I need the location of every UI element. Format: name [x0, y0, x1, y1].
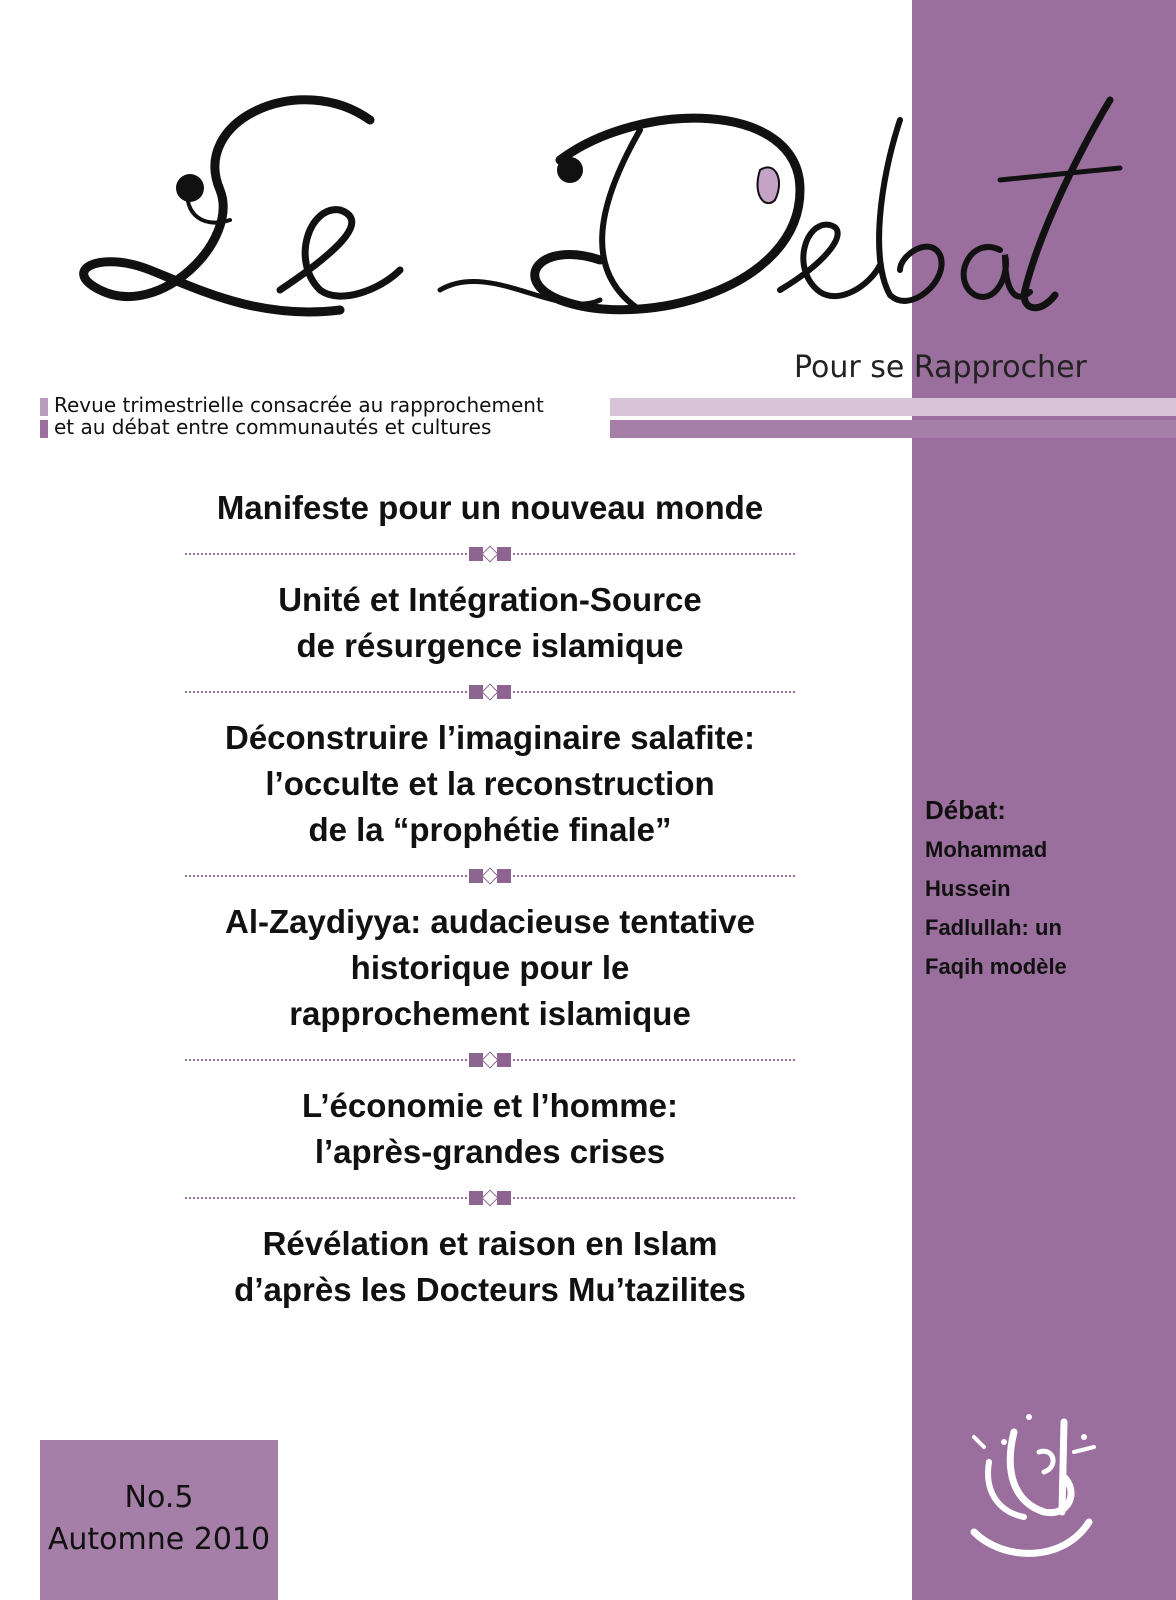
issue-number: No.5 — [124, 1480, 194, 1515]
subtitle-bar — [610, 398, 1176, 416]
subtitle-line-1: Revue trimestrielle consacrée au rapprochement — [54, 393, 544, 417]
ornament-separator-icon — [185, 853, 795, 899]
ornament-separator-icon — [185, 1175, 795, 1221]
subtitle-bar — [40, 398, 48, 416]
article-title-line: de résurgence islamique — [296, 627, 684, 664]
article-title-line: historique pour le — [350, 949, 630, 986]
article-title — [90, 1221, 890, 1313]
ornament-separator-icon — [185, 531, 795, 577]
article-title-line: rapprochement islamique — [289, 995, 691, 1032]
sidebar-line: Faqih modèle — [925, 954, 1067, 979]
article-title-line: l’après-grandes crises — [314, 1133, 666, 1170]
article-title-line: Unité et Intégration-Source — [278, 581, 702, 618]
issue-box — [40, 1440, 278, 1600]
article-title — [90, 715, 890, 853]
masthead-logo — [40, 60, 1140, 360]
sidebar-line: Fadlullah: un — [925, 915, 1062, 940]
sidebar-line: Mohammad — [925, 837, 1048, 862]
article-title-line: L’économie et l’homme: — [302, 1087, 678, 1124]
article-title-line: l’occulte et la reconstruction — [265, 765, 715, 802]
article-title-line: Révélation et raison en Islam — [262, 1225, 718, 1262]
subtitle-block — [40, 392, 1176, 444]
ornament-separator-icon — [185, 1037, 795, 1083]
ornament-separator-icon — [185, 669, 795, 715]
subtitle-bar — [40, 420, 48, 438]
sidebar-line: Hussein — [925, 876, 1011, 901]
article-list — [90, 485, 890, 1313]
article-title — [90, 577, 890, 669]
subtitle-bar — [610, 420, 1176, 438]
article-title — [90, 1083, 890, 1175]
issue-season: Automne 2010 — [47, 1522, 271, 1557]
article-title-line: Al-Zaydiyya: audacieuse tentative — [224, 903, 756, 940]
arabic-calligraphy-emblem-icon — [944, 1392, 1114, 1572]
article-title-line: d’après les Docteurs Mu’tazilites — [234, 1271, 746, 1308]
sidebar-feature — [925, 790, 1165, 986]
article-title-line: Manifeste pour un nouveau monde — [216, 489, 764, 526]
sidebar-heading: Débat: — [925, 795, 1006, 825]
article-title — [90, 485, 890, 531]
article-title — [90, 899, 890, 1037]
subtitle-line-2: et au débat entre communautés et cultures — [54, 415, 492, 439]
masthead-tagline: Pour se Rapprocher — [794, 350, 1087, 385]
article-title-line: Déconstruire l’imaginaire salafite: — [224, 719, 755, 756]
article-title-line: de la “prophétie finale” — [308, 811, 672, 848]
